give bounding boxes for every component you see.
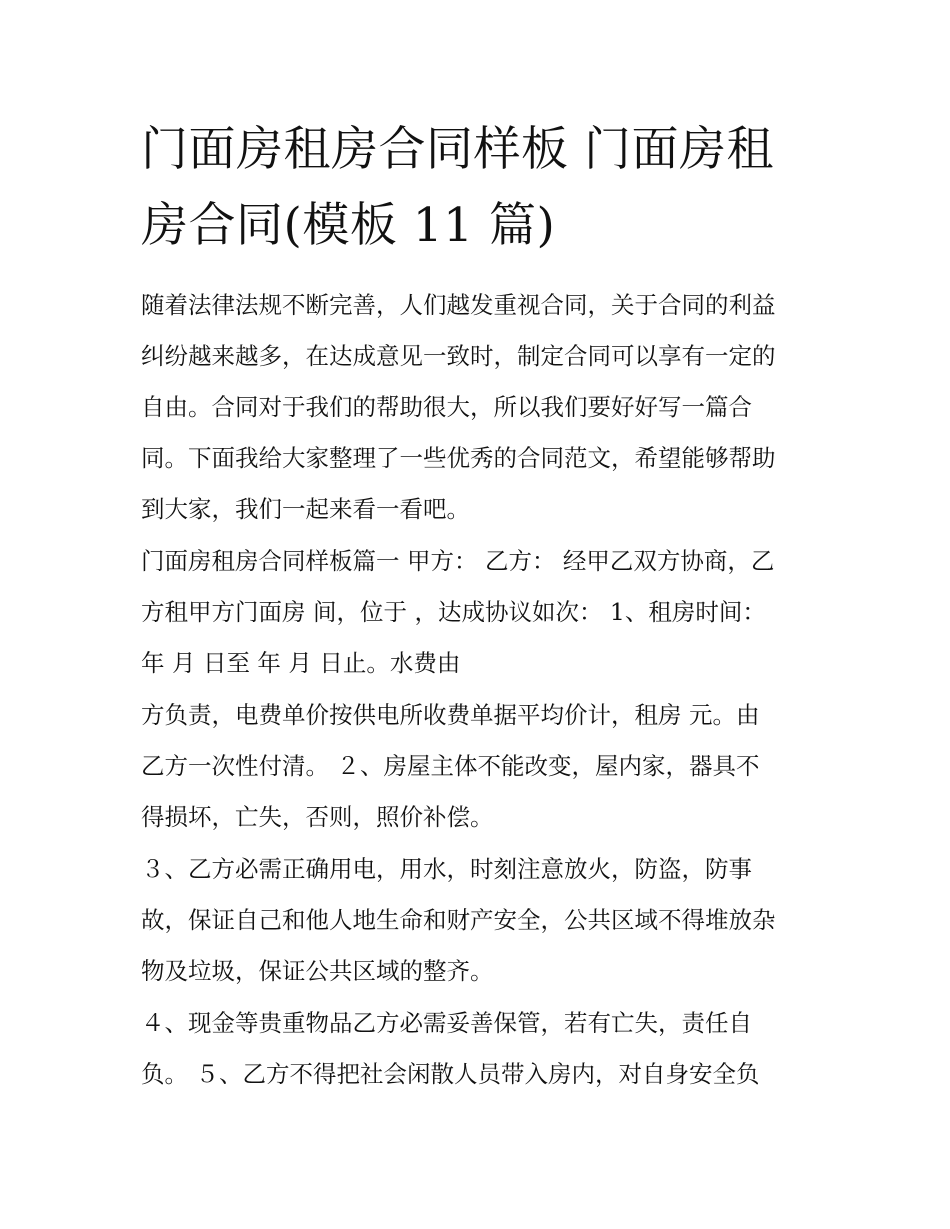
document-title bbox=[141, 112, 821, 264]
title-line: 门面房租房合同样板 门面房租 bbox=[141, 122, 774, 177]
contract-paragraph-2 bbox=[141, 690, 821, 843]
text-line: 物及垃圾，保证公共区域的整齐。 bbox=[141, 957, 494, 985]
text-line: 故，保证自己和他人地生命和财产安全，公共区域不得堆放杂 bbox=[141, 906, 776, 934]
text-line: 门面房租房合同样板篇一 甲方： 乙方： 经甲乙双方协商，乙 bbox=[141, 547, 775, 575]
title-line: 房合同(模板 11 篇) bbox=[141, 198, 556, 253]
text-line: 负。 ５、乙方不得把社会闲散人员带入房内，对自身安全负 bbox=[141, 1060, 760, 1088]
text-line: 乙方一次性付清。 ２、房屋主体不能改变，屋内家，器具不 bbox=[141, 752, 760, 780]
contract-paragraph-1 bbox=[141, 536, 821, 689]
text-line: 方租甲方门面房 间，位于 ，达成协议如次： 1、租房时间： bbox=[141, 598, 766, 626]
contract-clause-3 bbox=[141, 844, 821, 997]
text-line: ４、现金等贵重物品乙方必需妥善保管，若有亡失，责任自 bbox=[141, 1009, 752, 1037]
text-line: 到大家，我们一起来看一看吧。 bbox=[141, 495, 470, 523]
text-line: ３、乙方必需正确用电，用水，时刻注意放火，防盗，防事 bbox=[141, 855, 752, 883]
text-line: 自由。合同对于我们的帮助很大，所以我们要好好写一篇合 bbox=[141, 393, 752, 421]
intro-paragraph bbox=[141, 280, 821, 535]
text-line: 方负责，电费单价按供电所收费单据平均价计，租房 元。由 bbox=[141, 701, 760, 729]
text-line: 纠纷越来越多，在达成意见一致时，制定合同可以享有一定的 bbox=[141, 342, 776, 370]
contract-clause-4 bbox=[141, 998, 821, 1100]
document-body bbox=[141, 112, 821, 1101]
text-line: 随着法律法规不断完善，人们越发重视合同，关于合同的利益 bbox=[141, 291, 776, 319]
text-line: 年 月 日至 年 月 日止。水费由 bbox=[141, 649, 461, 677]
text-line: 同。下面我给大家整理了一些优秀的合同范文，希望能够帮助 bbox=[141, 444, 776, 472]
text-line: 得损坏，亡失，否则，照价补偿。 bbox=[141, 803, 494, 831]
